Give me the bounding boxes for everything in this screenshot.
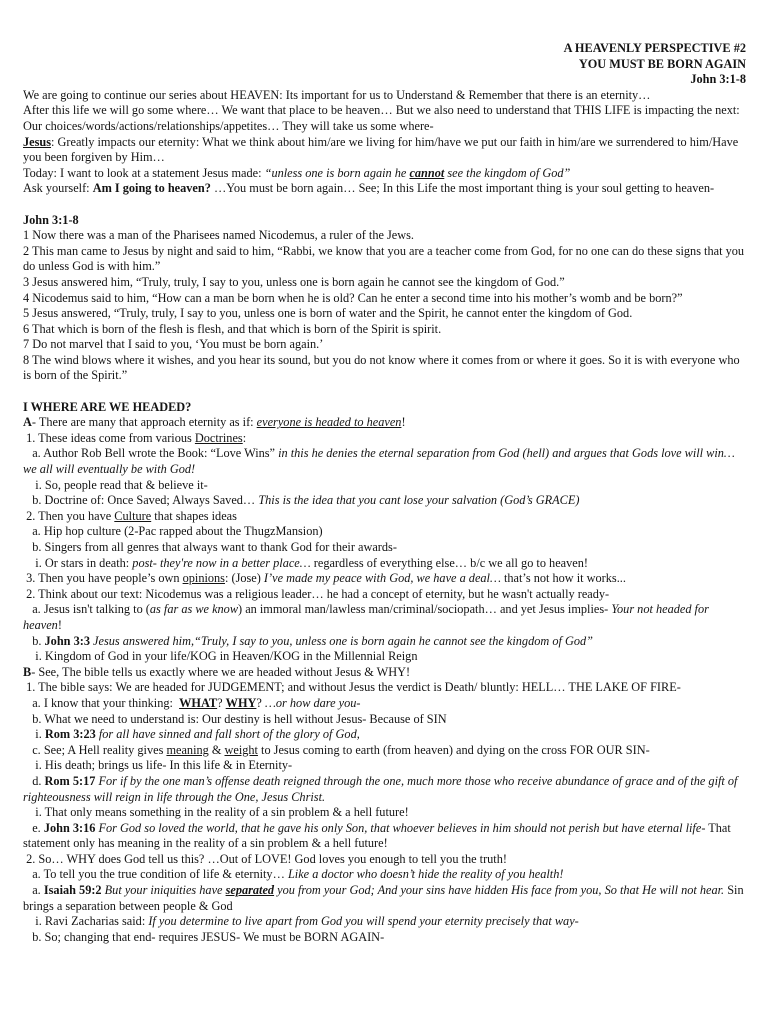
section-heading: I WHERE ARE WE HEADED? bbox=[23, 399, 192, 414]
scripture-verse: 3 Jesus answered him, “Truly, truly, I say to you, unless one is born again he cannot see the kingdom of God.” bbox=[23, 274, 565, 289]
scripture-section bbox=[23, 213, 746, 385]
outline-subpoint: i. That only means something in the reality of a sin problem & a hell future! bbox=[23, 805, 409, 820]
outline-subpoint: a. Author Rob Bell wrote the Book: “Love Wins” in this he denies the eternal separation from God (hell) and argues that Gods love will win… we all will eventually be with God! bbox=[23, 446, 735, 477]
intro-paragraph: After this life we will go some where… We want that place to be heaven… But we also need to understand that THIS LIFE is impacting the next: Our choices/words/actions/relationships/appetites… They will take us some where- bbox=[23, 103, 740, 133]
outline-section bbox=[23, 400, 746, 946]
outline-subpoint: b. Doctrine of: Once Saved; Always Saved… This is the idea that you cant lose your salvation (God’s GRACE) bbox=[23, 493, 580, 508]
outline-point: 2. Think about our text: Nicodemus was a religious leader… he had a concept of eternity, but he wasn't actually ready- bbox=[23, 586, 610, 601]
outline-subpoint: b. John 3:3 Jesus answered him,“Truly, I say to you, unless one is born again he cannot see the kingdom of God” bbox=[23, 633, 593, 648]
outline-point: 1. The bible says: We are headed for JUDGEMENT; and without Jesus the verdict is Death/ bluntly: HELL… THE LAKE OF FIRE- bbox=[23, 680, 681, 695]
intro-paragraph: We are going to continue our series about HEAVEN: Its important for us to Understand & Remember that there is an eternity… bbox=[23, 87, 651, 102]
outline-subpoint: b. What we need to understand is: Our destiny is hell without Jesus- Because of SIN bbox=[23, 711, 447, 726]
outline-point: 3. Then you have people’s own opinions: (Jose) I’ve made my peace with God, we have a deal… that’s not how it works... bbox=[23, 571, 626, 586]
outline-subpoint: e. John 3:16 For God so loved the world, that he gave his only Son, that whoever believes in him should not perish but have eternal life- That statement only has meaning in the reality of a sin problem & a hell future! bbox=[23, 820, 731, 851]
outline-subpoint: c. See; A Hell reality gives meaning & weight to Jesus coming to earth (from heaven) and dying on the cross FOR OUR SIN- bbox=[23, 742, 650, 757]
scripture-verse: 7 Do not marvel that I said to you, ‘You must be born again.’ bbox=[23, 337, 324, 352]
series-title: A HEAVENLY PERSPECTIVE #2 bbox=[563, 41, 746, 55]
scripture-heading: John 3:1-8 bbox=[23, 212, 79, 227]
outline-point: 2. Then you have Culture that shapes ideas bbox=[23, 508, 237, 523]
scripture-verse: 4 Nicodemus said to him, “How can a man be born when he is old? Can he enter a second time into his mother’s womb and be born?” bbox=[23, 290, 683, 305]
outline-subpoint: a. Isaiah 59:2 But your iniquities have separated you from your God; And your sins have hidden His face from you, So that He will not hear. Sin brings a separation between people & God bbox=[23, 883, 744, 913]
sermon-reference: John 3:1-8 bbox=[690, 72, 746, 87]
outline-point: A- There are many that approach eternity as if: everyone is headed to heaven! bbox=[23, 415, 406, 430]
sermon-title: YOU MUST BE BORN AGAIN bbox=[578, 56, 746, 71]
outline-subpoint: a. I know that your thinking: WHAT? WHY? …or how dare you- bbox=[23, 695, 361, 710]
intro-paragraph: Ask yourself: Am I going to heaven? …You must be born again… See; In this Life the most important thing is your soul getting to heaven- bbox=[23, 181, 715, 196]
outline-point: 2. So… WHY does God tell us this? …Out of LOVE! God loves you enough to tell you the truth! bbox=[23, 851, 507, 866]
outline-subpoint: a. To tell you the true condition of life & eternity… Like a doctor who doesn’t hide the reality of you health! bbox=[23, 867, 564, 882]
outline-subpoint: i. Rom 3:23 for all have sinned and fall short of the glory of God, bbox=[23, 727, 360, 742]
scripture-verse: 6 That which is born of the flesh is flesh, and that which is born of the Spirit is spirit. bbox=[23, 321, 442, 336]
outline-point: 1. These ideas come from various Doctrines: bbox=[23, 430, 247, 445]
outline-subpoint: i. So, people read that & believe it- bbox=[23, 477, 208, 492]
spacer bbox=[23, 197, 746, 213]
key-question: Am I going to heaven? bbox=[92, 181, 211, 196]
scripture-verse: 1 Now there was a man of the Pharisees named Nicodemus, a ruler of the Jews. bbox=[23, 228, 414, 243]
outline-subpoint: a. Hip hop culture (2-Pac rapped about the ThugzMansion) bbox=[23, 524, 323, 539]
scripture-verse: 2 This man came to Jesus by night and said to him, “Rabbi, we know that you are a teacher come from God, for no one can do these signs that you do unless God is with him.” bbox=[23, 243, 745, 274]
intro-section bbox=[23, 88, 746, 197]
outline-subpoint: i. Ravi Zacharias said: If you determine to live apart from God you will spend your eternity precisely that way- bbox=[23, 914, 579, 929]
emphasis-cannot: cannot bbox=[409, 165, 445, 180]
spacer bbox=[23, 384, 746, 400]
intro-paragraph: Jesus: Greatly impacts our eternity: What we think about him/are we living for him/have we put our faith in him/are we surrendered to him/Have you been forgiven by Him… bbox=[23, 134, 739, 165]
intro-paragraph: Today: I want to look at a statement Jesus made: “unless one is born again he cannot see the kingdom of God” bbox=[23, 165, 571, 180]
outline-subpoint: i. Or stars in death: post- they're now in a better place… regardless of everything else… b/c we all go to heaven! bbox=[23, 555, 588, 570]
outline-subpoint: i. Kingdom of God in your life/KOG in Heaven/KOG in the Millennial Reign bbox=[23, 649, 418, 664]
scripture-verse: 5 Jesus answered, “Truly, truly, I say to you, unless one is born of water and the Spirit, he cannot enter the kingdom of God. bbox=[23, 306, 633, 321]
outline-subpoint: d. Rom 5:17 For if by the one man’s offense death reigned through the one, much more those who receive abundance of grace and of the gift of righteousness will reign in life through the One, Jesus Christ. bbox=[23, 773, 738, 804]
document-header bbox=[23, 41, 746, 88]
outline-subpoint: b. So; changing that end- requires JESUS- We must be BORN AGAIN- bbox=[23, 929, 385, 944]
outline-subpoint: b. Singers from all genres that always want to thank God for their awards- bbox=[23, 540, 397, 554]
outline-point: B- See, The bible tells us exactly where we are headed without Jesus & WHY! bbox=[23, 664, 411, 679]
outline-subpoint: a. Jesus isn't talking to (as far as we know) an immoral man/lawless man/criminal/sociopath… and yet Jesus implies- Your not headed for heaven! bbox=[23, 602, 709, 632]
scripture-verse: 8 The wind blows where it wishes, and you hear its sound, but you do not know where it comes from or where it goes. So it is with everyone who is born of the Spirit.” bbox=[23, 352, 740, 383]
outline-subpoint: i. His death; brings us life- In this life & in Eternity- bbox=[23, 758, 293, 773]
jesus-label: Jesus bbox=[23, 134, 52, 149]
